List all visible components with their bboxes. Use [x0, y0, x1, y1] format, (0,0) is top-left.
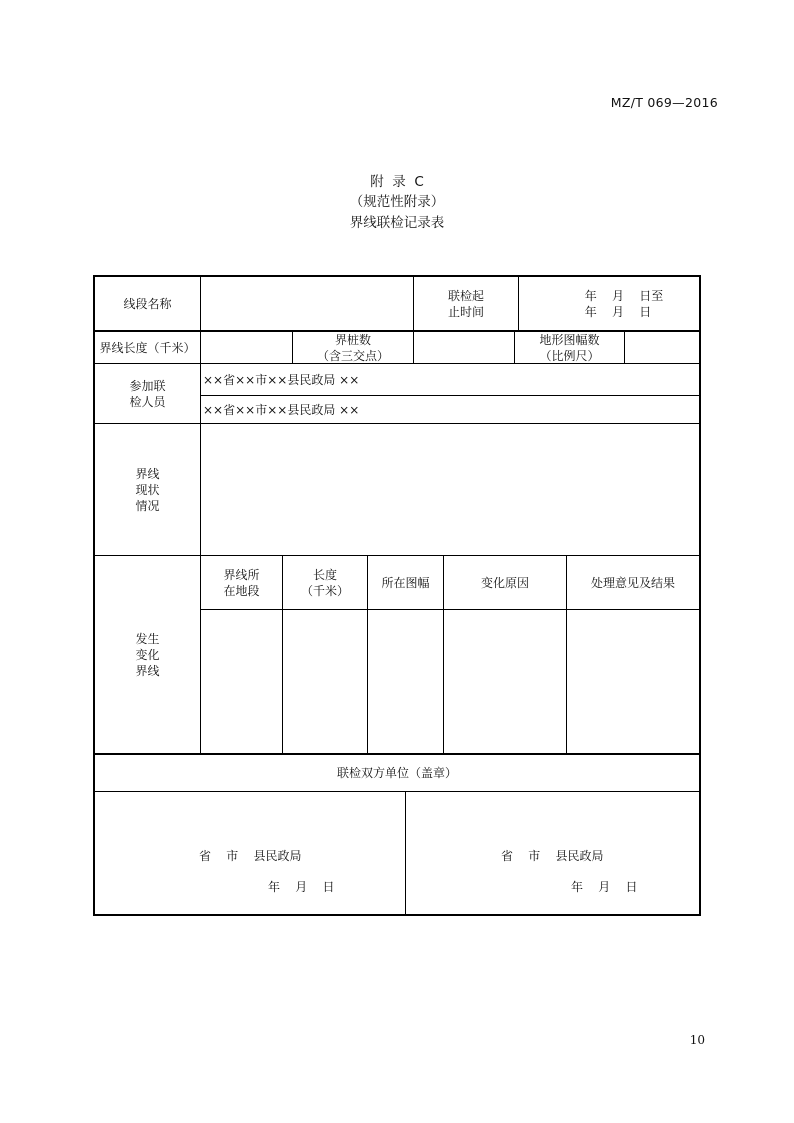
appendix-type: （规范性附录） [349, 194, 445, 210]
date-start-text: 年 月 日至 [584, 288, 664, 303]
col-header-length [283, 556, 367, 609]
change-location-field[interactable] [201, 610, 282, 753]
col-header-length-line1: 长度 [312, 567, 337, 582]
col-header-map-sheet: 所在图幅 [381, 575, 430, 590]
boundary-length-label: 界线长度（千米） [99, 340, 196, 355]
change-length-field[interactable] [283, 610, 367, 753]
seal-right-block[interactable] [406, 792, 699, 914]
col-header-handling-result: 处理意见及结果 [590, 575, 675, 590]
page-number: 10 [689, 1033, 705, 1047]
col-header-location [201, 556, 282, 609]
stake-count-label [293, 332, 413, 363]
participants-label [95, 364, 200, 423]
changed-boundary-label-line3: 界线 [135, 663, 160, 678]
seal-left-date: 年 月 日 [268, 880, 335, 894]
boundary-status-label-line1: 界线 [135, 466, 160, 481]
standard-number: MZ/T 069—2016 [610, 95, 718, 110]
participant-entry-2[interactable]: ××省××市××县民政局 ×× [203, 402, 360, 417]
inspection-time-label-line2: 止时间 [447, 304, 484, 319]
seal-section-label: 联检双方单位（盖章） [336, 766, 457, 780]
changed-boundary-label-line2: 变化 [135, 647, 160, 662]
boundary-status-label [95, 424, 200, 555]
stake-count-field[interactable] [414, 332, 514, 363]
inspection-time-field[interactable] [519, 277, 699, 330]
inspection-time-label-line1: 联检起 [447, 288, 484, 303]
stake-count-label-line1: 界桩数 [334, 332, 371, 347]
line-name-field[interactable] [201, 277, 413, 330]
participant-entry-1[interactable]: ××省××市××县民政局 ×× [203, 372, 360, 387]
change-map-sheet-field[interactable] [368, 610, 443, 753]
map-sheet-count-label-line1: 地形图幅数 [539, 332, 600, 347]
date-end-text: 年 月 日 [584, 304, 652, 319]
map-sheet-count-label [515, 332, 624, 363]
participants-label-line2: 检人员 [129, 394, 166, 409]
handling-result-field[interactable] [567, 610, 699, 753]
participants-label-line1: 参加联 [129, 378, 166, 393]
boundary-status-field[interactable] [201, 424, 699, 555]
seal-left-block[interactable] [95, 792, 405, 914]
seal-right-unit: 省 市 县民政局 [501, 849, 604, 863]
inspection-time-label [414, 277, 518, 330]
changed-boundary-label [95, 556, 200, 753]
seal-left-unit: 省 市 县民政局 [199, 849, 302, 863]
stake-count-label-line2: （含三交点） [316, 348, 389, 363]
appendix-title: 附 录 C [370, 174, 424, 190]
map-sheet-count-label-line2: （比例尺） [539, 348, 600, 363]
boundary-length-field[interactable] [201, 332, 292, 363]
col-header-location-line2: 在地段 [223, 583, 260, 598]
form-title: 界线联检记录表 [349, 215, 445, 231]
changed-boundary-label-line1: 发生 [135, 631, 160, 646]
boundary-status-label-line3: 情况 [135, 498, 160, 513]
map-sheet-count-field[interactable] [625, 332, 699, 363]
col-header-location-line1: 界线所 [223, 567, 260, 582]
col-header-change-reason: 变化原因 [480, 575, 529, 590]
line-name-label: 线段名称 [123, 296, 172, 311]
seal-right-date: 年 月 日 [571, 880, 638, 894]
boundary-status-label-line2: 现状 [135, 482, 160, 497]
col-header-length-line2: （千米） [300, 583, 349, 598]
inspection-record-form [93, 275, 701, 916]
change-reason-field[interactable] [444, 610, 566, 753]
